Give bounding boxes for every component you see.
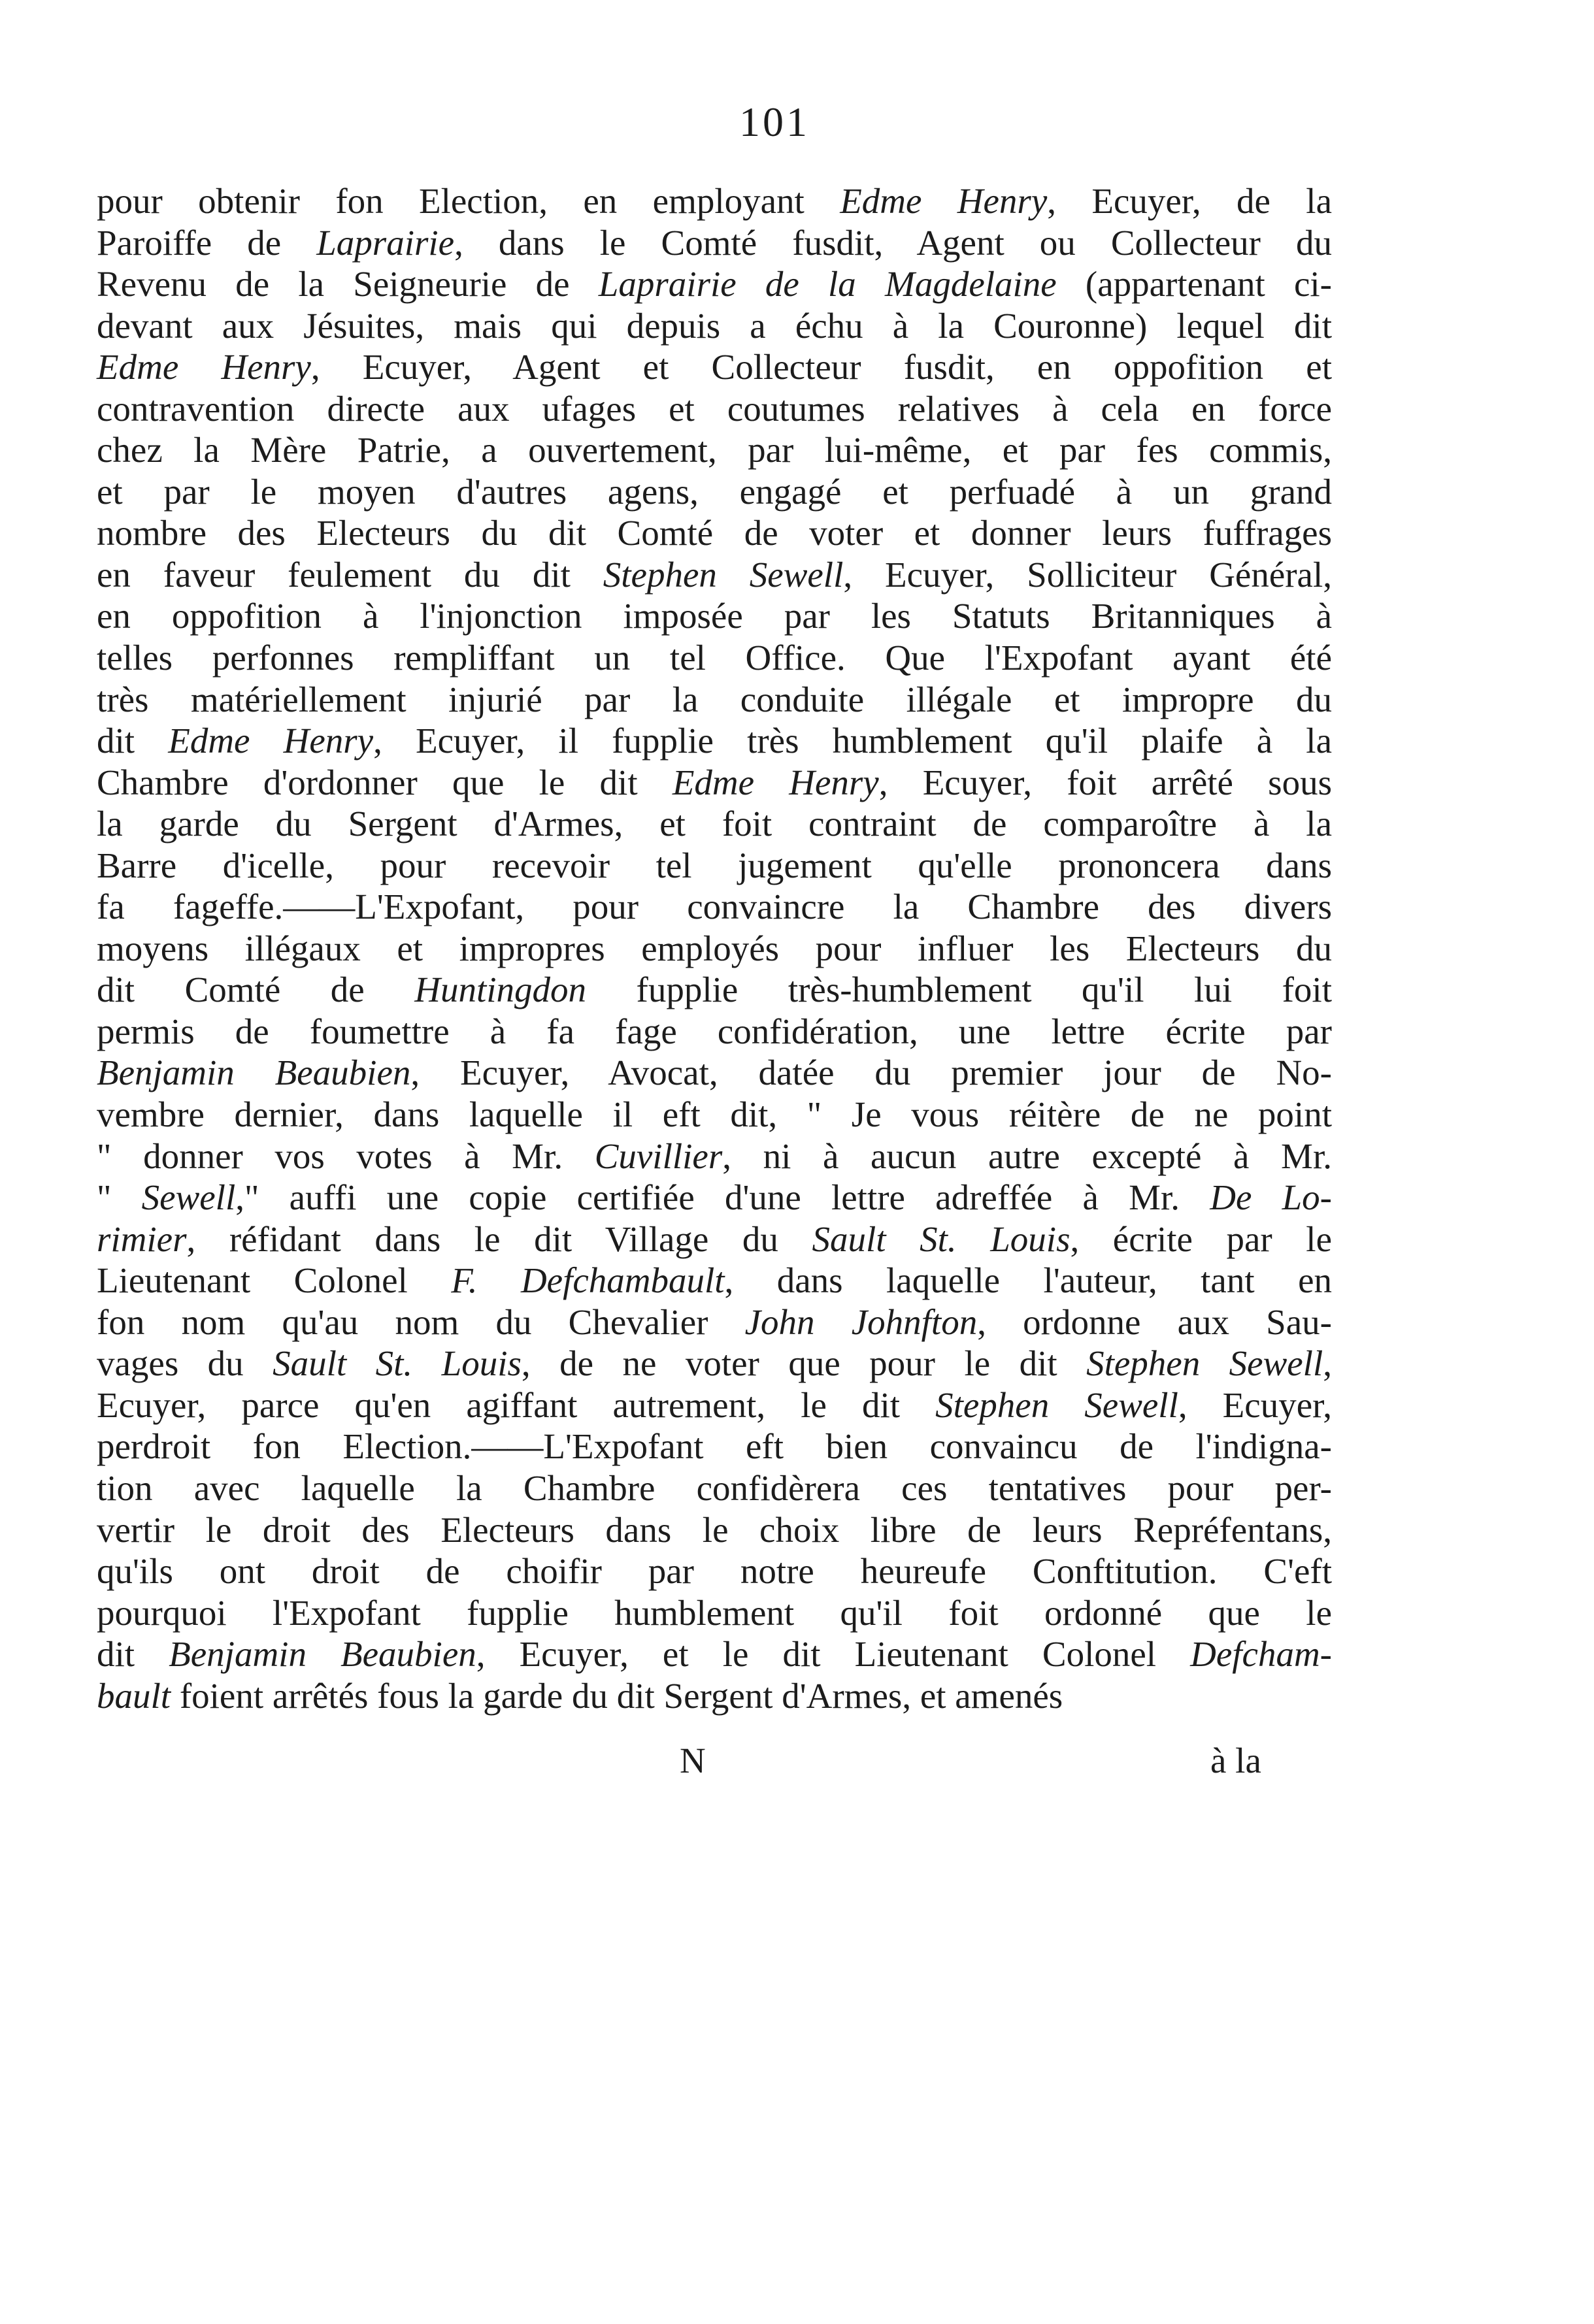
text-line <box>97 180 1332 222</box>
text-line <box>97 471 1332 513</box>
text-segment: dit Comté de <box>97 970 415 1010</box>
text-line <box>97 637 1332 679</box>
text-segment: , dans le Comté fusdit, Agent ou Collecteur du <box>454 222 1333 263</box>
text-segment: très matériellement injurié par la conduite illégale et impropre du <box>97 679 1332 719</box>
text-segment: , Ecuyer, foit arrêté sous <box>878 762 1332 802</box>
text-segment: moyens illégaux et impropres employés pour influer les Electeurs du <box>97 928 1332 968</box>
text-line <box>97 1550 1332 1592</box>
text-segment: " <box>97 1177 142 1218</box>
text-segment: perdroit fon Election.——L'Expofant eft bien convaincu de l'indigna- <box>97 1426 1332 1467</box>
text-line <box>97 886 1332 928</box>
text-segment: qu'ils ont droit de choifir par notre heureufe Conftitution. C'eft <box>97 1551 1332 1592</box>
italic-segment: John Johnfton <box>744 1301 978 1342</box>
text-segment: telles perfonnes rempliffant un tel Office. Que l'Expofant ayant été <box>97 638 1332 678</box>
text-segment: Chambre d'ordonner que le dit <box>97 762 672 802</box>
italic-segment: Stephen Sewell <box>603 554 844 595</box>
text-segment: nombre des Electeurs du dit Comté de voter et donner leurs fuffrages <box>97 513 1332 553</box>
italic-segment: F. Defchambault <box>451 1260 725 1301</box>
page-number: 101 <box>739 99 810 145</box>
text-line <box>97 1592 1332 1634</box>
text-line <box>97 845 1332 887</box>
text-segment: , <box>1323 1343 1332 1384</box>
text-line <box>97 1426 1332 1467</box>
text-line <box>97 803 1332 845</box>
text-segment: , Ecuyer, Agent et Collecteur fusdit, en oppofition et <box>310 347 1332 387</box>
italic-segment: Benjamin Beaubien <box>97 1053 411 1093</box>
text-line <box>97 554 1332 596</box>
italic-segment: Sault St. Louis <box>812 1219 1071 1259</box>
italic-segment: Stephen Sewell <box>1086 1343 1323 1384</box>
text-line <box>97 1384 1332 1426</box>
text-line <box>97 512 1332 554</box>
text-line <box>97 1343 1332 1384</box>
text-segment: vertir le droit des Electeurs dans le choix libre de leurs Repréfentans, <box>97 1509 1332 1550</box>
text-line <box>97 1467 1332 1509</box>
italic-segment: Edme Henry <box>672 762 879 802</box>
italic-segment: Benjamin Beaubien <box>169 1634 476 1675</box>
text-line <box>97 1136 1332 1177</box>
text-line <box>97 1260 1332 1301</box>
text-segment: , ni à aucun autre excepté à Mr. <box>722 1136 1332 1176</box>
text-segment: Revenu de la Seigneurie de <box>97 264 599 304</box>
text-segment: fon nom qu'au nom du Chevalier <box>97 1301 745 1342</box>
text-line <box>97 346 1332 388</box>
text-segment: Barre d'icelle, pour recevoir tel jugement qu'elle prononcera dans <box>97 845 1332 885</box>
text-segment: Paroiffe de <box>97 222 317 263</box>
text-line <box>97 388 1332 430</box>
text-segment: dit <box>97 721 169 761</box>
italic-segment: Cuvillier <box>594 1136 723 1176</box>
text-line <box>97 305 1332 347</box>
text-segment: en oppofition à l'injonction imposée par les Statuts Britanniques à <box>97 596 1332 636</box>
text-segment: et par le moyen d'autres agens, engagé et perfuadé à un grand <box>97 471 1332 512</box>
text-segment: fa fageffe.——L'Expofant, pour convaincre la Chambre des divers <box>97 887 1332 927</box>
text-segment: Ecuyer, parce qu'en agiffant autrement, le dit <box>97 1384 936 1425</box>
text-segment: pourquoi l'Expofant fupplie humblement qu'il foit ordonné que le <box>97 1592 1332 1633</box>
text-line <box>97 429 1332 471</box>
text-segment: chez la Mère Patrie, a ouvertement, par lui-même, et par fes commis, <box>97 430 1332 470</box>
page-footer <box>0 1738 1594 1784</box>
text-segment: contravention directe aux ufages et coutumes relatives à cela en force <box>97 388 1332 429</box>
text-segment: dit <box>97 1634 169 1675</box>
italic-segment: Laprairie <box>316 222 455 263</box>
text-segment: (appartenant ci- <box>1056 264 1332 304</box>
text-line <box>97 720 1332 762</box>
text-segment: ," auffi une copie certifiée d'une lettre adreffée à Mr. <box>235 1177 1210 1218</box>
text-segment: , Ecuyer, Avocat, datée du premier jour de No- <box>410 1053 1332 1093</box>
text-line <box>97 1675 1332 1717</box>
text-segment: , ordonne aux Sau- <box>977 1301 1332 1342</box>
text-line <box>97 762 1332 804</box>
text-segment: , Ecuyer, Solliciteur Général, <box>843 554 1332 595</box>
italic-segment: Defcham- <box>1190 1634 1332 1675</box>
signature-mark: N <box>680 1741 706 1780</box>
italic-segment: Huntingdon <box>414 970 586 1010</box>
text-segment: " donner vos votes à Mr. <box>97 1136 595 1176</box>
italic-segment: Sewell <box>141 1177 236 1218</box>
text-segment: pour obtenir fon Election, en employant <box>97 181 840 221</box>
text-segment: Lieutenant Colonel <box>97 1260 452 1301</box>
text-line <box>97 1219 1332 1260</box>
text-line <box>97 1633 1332 1675</box>
catchword: à la <box>1210 1741 1261 1780</box>
italic-segment: Edme Henry <box>97 347 311 387</box>
text-segment: devant aux Jésuites, mais qui depuis a échu à la Couronne) lequel dit <box>97 305 1332 346</box>
text-segment: , Ecuyer, et le dit Lieutenant Colonel <box>476 1634 1191 1675</box>
text-segment: en faveur feulement du dit <box>97 554 603 595</box>
text-segment: vembre dernier, dans laquelle il eft dit, " Je vous réitère de ne point <box>97 1094 1332 1135</box>
body-text <box>97 180 1332 1716</box>
text-line <box>97 969 1332 1011</box>
italic-segment: Stephen Sewell <box>935 1384 1178 1425</box>
text-line <box>97 928 1332 970</box>
text-segment: , Ecuyer, il fupplie très humblement qu'il plaife à la <box>373 721 1332 761</box>
text-line <box>97 263 1332 305</box>
text-segment: , Ecuyer, de la <box>1047 181 1332 221</box>
text-line <box>97 1509 1332 1551</box>
text-line <box>97 595 1332 637</box>
italic-segment: Sault St. Louis <box>273 1343 522 1384</box>
text-segment: , Ecuyer, <box>1178 1384 1332 1425</box>
text-segment: fupplie très-humblement qu'il lui foit <box>586 970 1332 1010</box>
text-line <box>97 1301 1332 1343</box>
italic-segment: bault <box>97 1675 171 1716</box>
text-line <box>97 1094 1332 1136</box>
text-segment: , dans laquelle l'auteur, tant en <box>724 1260 1332 1301</box>
italic-segment: Edme Henry <box>168 721 374 761</box>
italic-segment: rimier <box>97 1219 187 1259</box>
italic-segment: Laprairie de la Magdelaine <box>598 264 1057 304</box>
text-line <box>97 222 1332 264</box>
italic-segment: Edme Henry <box>840 181 1048 221</box>
text-segment: , écrite par le <box>1070 1219 1332 1259</box>
text-line <box>97 1177 1332 1219</box>
text-segment: permis de foumettre à fa fage confidération, une lettre écrite par <box>97 1011 1332 1051</box>
italic-segment: De Lo- <box>1210 1177 1332 1218</box>
text-segment: vages du <box>97 1343 273 1384</box>
text-line <box>97 1052 1332 1094</box>
text-segment: tion avec laquelle la Chambre confidèrera ces tentatives pour per- <box>97 1467 1332 1508</box>
text-segment: , de ne voter que pour le dit <box>521 1343 1087 1384</box>
text-segment: la garde du Sergent d'Armes, et foit contraint de comparoître à la <box>97 804 1332 844</box>
text-line <box>97 1011 1332 1053</box>
text-segment: , réfidant dans le dit Village du <box>186 1219 812 1259</box>
text-line <box>97 679 1332 721</box>
text-segment: foient arrêtés fous la garde du dit Sergent d'Armes, et amenés <box>171 1675 1063 1716</box>
